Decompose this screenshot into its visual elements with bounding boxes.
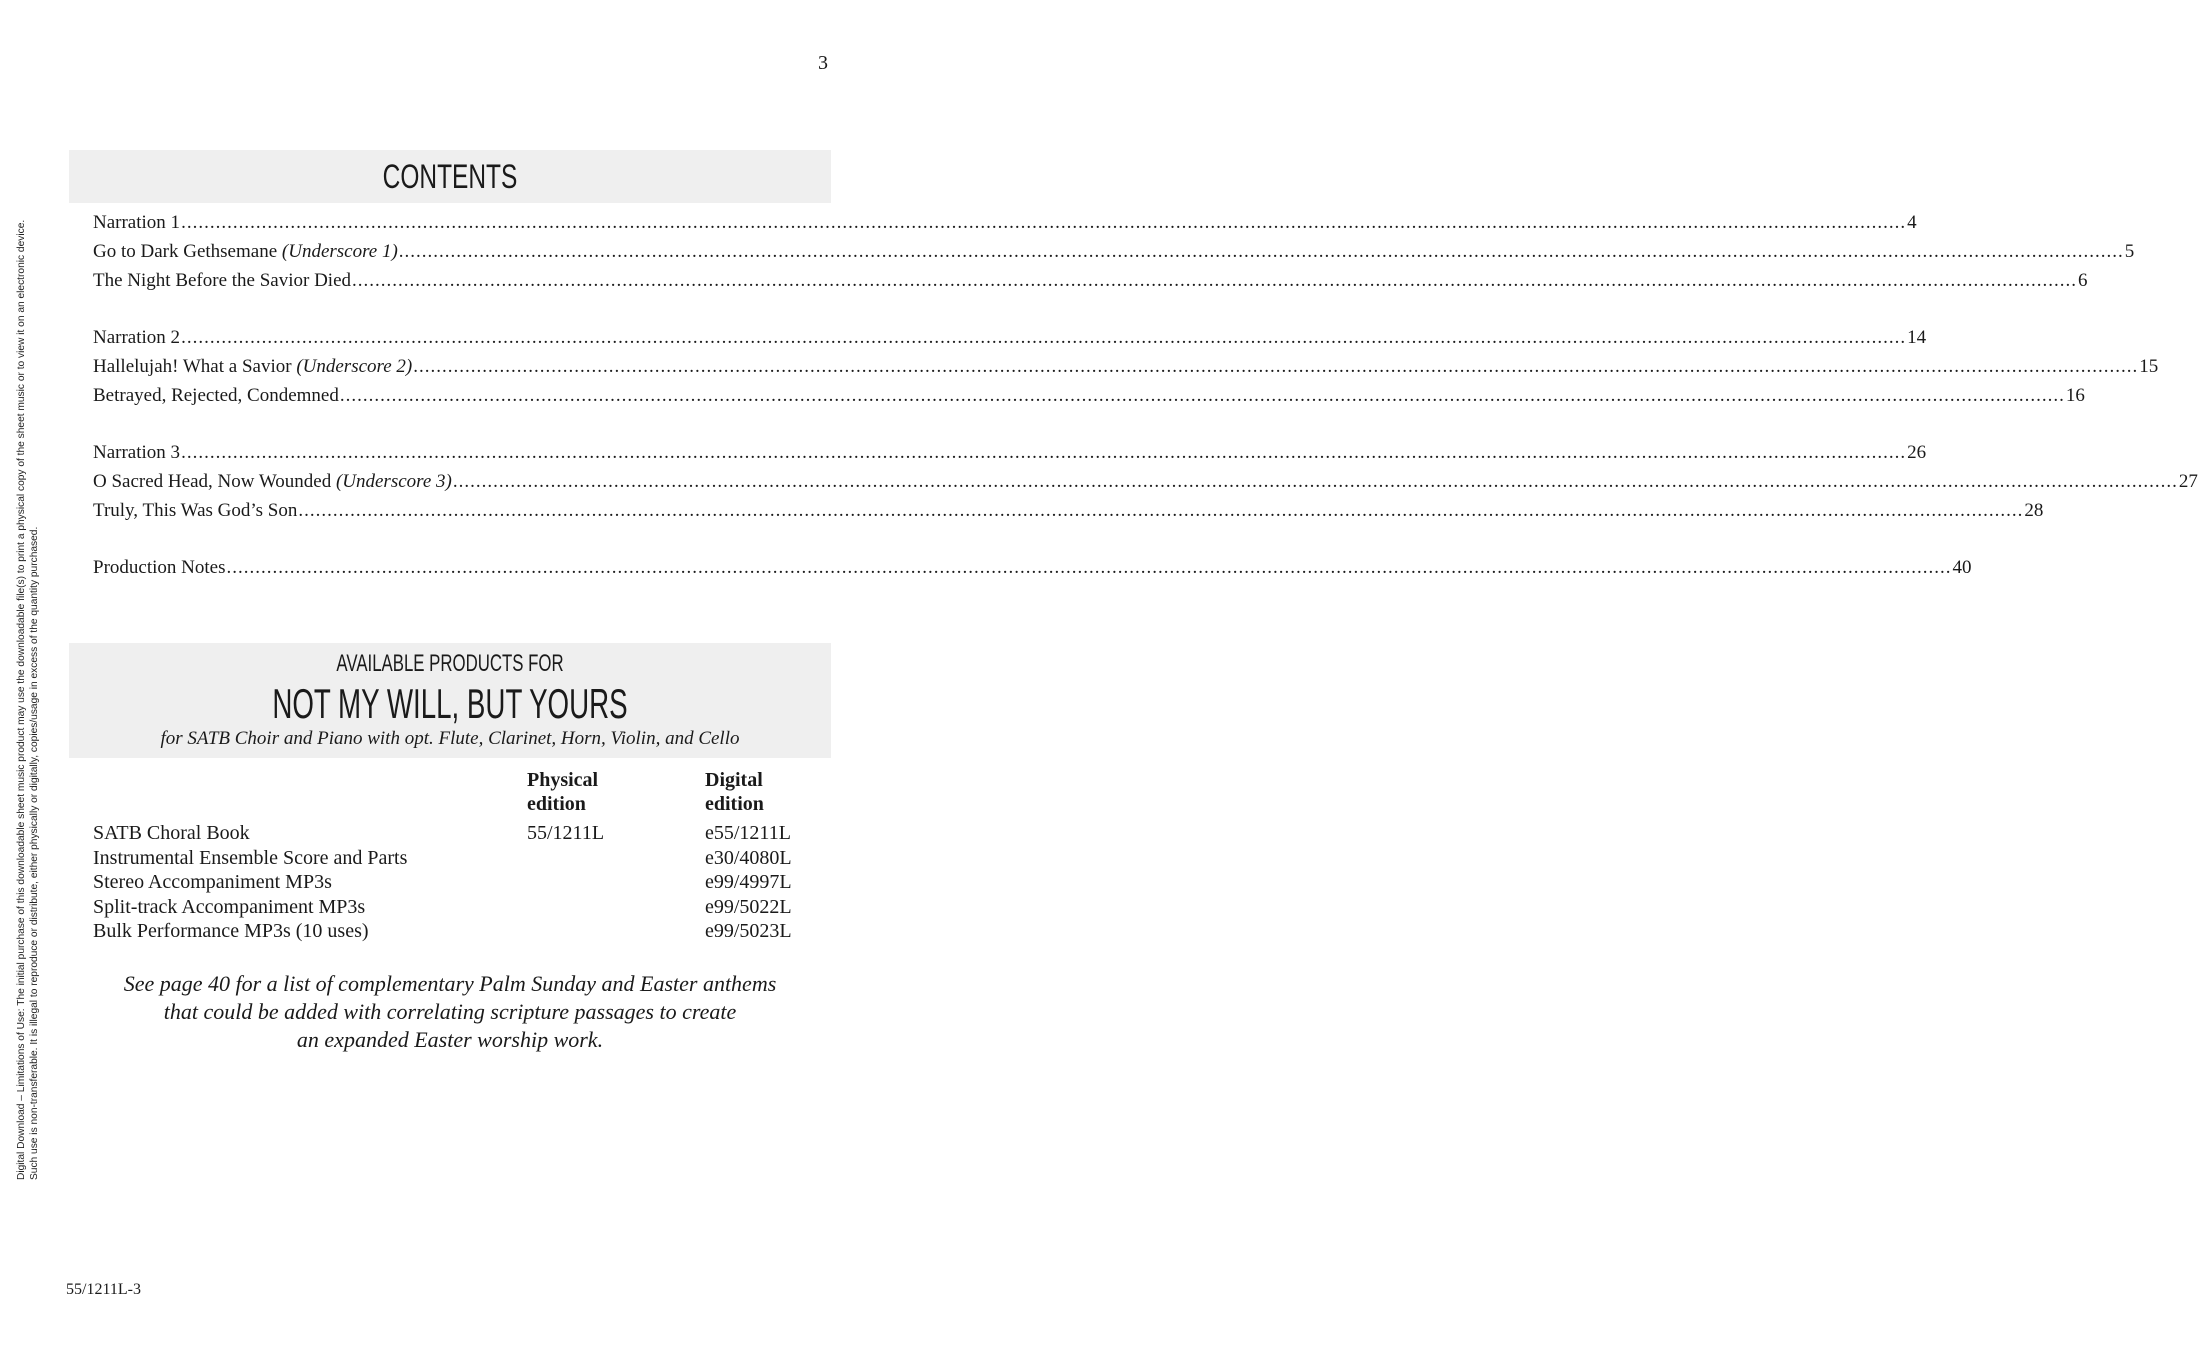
product-row bbox=[93, 896, 813, 921]
toc-entry[interactable] bbox=[93, 327, 1927, 356]
page-number: 3 bbox=[818, 52, 828, 74]
product-name: Bulk Performance MP3s (10 uses) bbox=[93, 920, 369, 943]
dot-leader: ............................................................................................................................................................................................................................................................................................................ bbox=[181, 442, 1907, 463]
product-row bbox=[93, 847, 813, 872]
toc-entry-title: Go to Dark Gethsemane (Underscore 1) bbox=[93, 241, 398, 262]
physical-edition-header: Physical edition bbox=[527, 769, 599, 815]
footer-product-code: 55/1211L-3 bbox=[66, 1281, 141, 1298]
toc-entry[interactable] bbox=[93, 270, 2088, 299]
toc-group bbox=[93, 557, 1972, 586]
toc-entry-page: 16 bbox=[2065, 385, 2085, 406]
product-digital-code: e55/1211L bbox=[705, 822, 791, 844]
toc-entry[interactable] bbox=[93, 500, 2044, 529]
notice-line-1: Digital Download – Limitations of Use: The initial purchase of this downloadable sheet music product may use the downloadable file(s) to print a physical copy of the sheet music or to view it on an electronic device. bbox=[16, 219, 27, 1180]
digital-edition-header: Digital edition bbox=[705, 769, 764, 815]
toc-entry-title: Narration 3 bbox=[93, 442, 181, 463]
contents-title: CONTENTS bbox=[382, 158, 518, 196]
product-digital-code: e99/5022L bbox=[705, 895, 792, 918]
toc-entry[interactable] bbox=[93, 557, 1972, 586]
toc-entry-title: Betrayed, Rejected, Condemned bbox=[93, 385, 339, 406]
dot-leader: ............................................................................................................................................................................................................................................................................................................ bbox=[298, 500, 2024, 521]
products-title: NOT MY WILL, BUT YOURS bbox=[272, 680, 628, 727]
product-name: SATB Choral Book bbox=[93, 822, 250, 844]
products-heading: AVAILABLE PRODUCTS FOR bbox=[336, 650, 564, 677]
toc-entry-title: O Sacred Head, Now Wounded (Underscore 3) bbox=[93, 471, 452, 492]
toc-entry-title: The Night Before the Savior Died bbox=[93, 270, 352, 291]
dot-leader: ............................................................................................................................................................................................................................................................................................................ bbox=[181, 212, 1907, 233]
toc-entry-title: Narration 1 bbox=[93, 212, 181, 233]
table-of-contents bbox=[93, 212, 2198, 614]
complementary-anthems-note: See page 40 for a list of complementary Palm Sunday and Easter anthems that could be added with correlating scripture passages to create an expanded Easter worship work. bbox=[123, 971, 777, 1052]
toc-entry-title: Truly, This Was God’s Son bbox=[93, 500, 298, 521]
toc-entry[interactable] bbox=[93, 385, 2085, 414]
toc-entry-page: 6 bbox=[2078, 270, 2088, 291]
dot-leader: ............................................................................................................................................................................................................................................................................................................ bbox=[352, 270, 2078, 291]
toc-entry[interactable] bbox=[93, 241, 2135, 270]
product-physical-code: 55/1211L bbox=[527, 822, 605, 844]
toc-entry-page: 14 bbox=[1907, 327, 1927, 348]
toc-entry-page: 27 bbox=[2178, 471, 2198, 492]
notice-line-2: Such use is non-transferable. It is illegal to reproduce or distribute, either physically or digitally, copies/usage in excess of the quantity purchased. bbox=[28, 526, 40, 1180]
toc-entry-title: Narration 2 bbox=[93, 327, 181, 348]
digital-download-notice bbox=[16, 170, 41, 1180]
toc-entry[interactable] bbox=[93, 356, 2159, 385]
toc-entry[interactable] bbox=[93, 212, 1917, 241]
toc-group bbox=[93, 212, 2135, 299]
product-list bbox=[93, 822, 813, 945]
dot-leader: ............................................................................................................................................................................................................................................................................................................ bbox=[413, 356, 2139, 377]
product-name: Instrumental Ensemble Score and Parts bbox=[93, 846, 408, 869]
product-digital-code: e30/4080L bbox=[705, 846, 792, 869]
toc-entry-page: 28 bbox=[2024, 500, 2044, 521]
toc-entry-page: 15 bbox=[2139, 356, 2159, 377]
product-row bbox=[93, 822, 813, 847]
dot-leader: ............................................................................................................................................................................................................................................................................................................ bbox=[339, 385, 2065, 406]
toc-entry[interactable] bbox=[93, 471, 2198, 500]
toc-group bbox=[93, 442, 2198, 529]
toc-entry-page: 40 bbox=[1952, 557, 1972, 578]
toc-entry-title: Production Notes bbox=[93, 557, 226, 578]
toc-group bbox=[93, 327, 2159, 414]
toc-entry-page: 5 bbox=[2124, 241, 2135, 262]
dot-leader: ............................................................................................................................................................................................................................................................................................................ bbox=[398, 241, 2124, 262]
product-name: Split-track Accompaniment MP3s bbox=[93, 895, 366, 918]
product-digital-code: e99/5023L bbox=[705, 920, 792, 943]
products-subtitle: for SATB Choir and Piano with opt. Flute, Clarinet, Horn, Violin, and Cello bbox=[160, 728, 740, 749]
toc-entry-page: 26 bbox=[1907, 442, 1927, 463]
toc-entry-page: 4 bbox=[1907, 212, 1917, 233]
dot-leader: ............................................................................................................................................................................................................................................................................................................ bbox=[181, 327, 1907, 348]
dot-leader: ............................................................................................................................................................................................................................................................................................................ bbox=[452, 471, 2178, 492]
product-name: Stereo Accompaniment MP3s bbox=[93, 871, 332, 894]
dot-leader: ............................................................................................................................................................................................................................................................................................................ bbox=[226, 557, 1952, 578]
toc-entry[interactable] bbox=[93, 442, 1927, 471]
product-row bbox=[93, 871, 813, 896]
product-row bbox=[93, 920, 813, 945]
product-digital-code: e99/4997L bbox=[705, 871, 792, 894]
toc-entry-title: Hallelujah! What a Savior (Underscore 2) bbox=[93, 356, 413, 377]
